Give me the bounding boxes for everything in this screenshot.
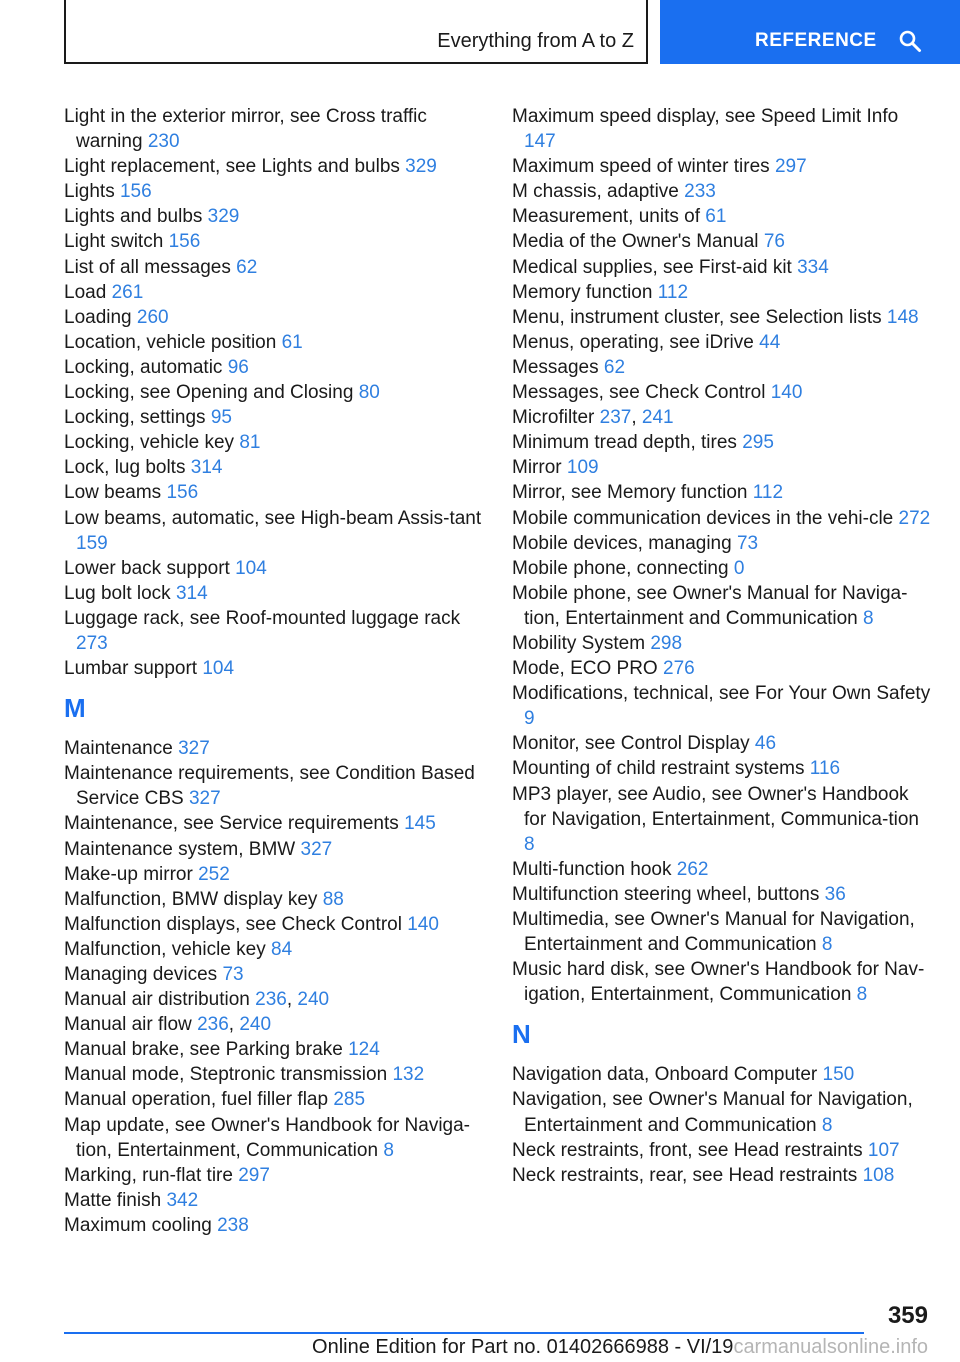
page-link[interactable]: 0 xyxy=(733,557,745,579)
index-entry xyxy=(64,656,488,681)
index-column-left xyxy=(64,104,488,1238)
index-entry-text: Multi-function hook xyxy=(512,858,672,880)
index-entry xyxy=(64,837,488,862)
index-entry-text: Manual brake, see Parking brake xyxy=(64,1039,343,1061)
index-entry xyxy=(64,581,488,606)
index-entry-text: Maintenance system, BMW xyxy=(64,838,296,860)
index-entry-text: Neck restraints, rear, see Head restraints xyxy=(512,1164,858,1186)
index-entry xyxy=(512,882,932,907)
index-entry-text: Locking, settings xyxy=(64,407,206,429)
page-link[interactable]: 276 xyxy=(663,658,695,680)
index-entry-text: Manual mode, Steptronic transmission xyxy=(64,1064,388,1086)
index-entry: Manual air distribution 236, 240 xyxy=(64,989,330,1011)
index-entry-text: Locking, automatic xyxy=(64,356,223,378)
index-letter-heading: N xyxy=(512,1019,531,1050)
index-entry-text: Modifications, technical, see For Your Own Safety xyxy=(512,683,931,705)
index-entry-text: Memory function xyxy=(512,281,653,303)
footer-watermark: carmanualsonline.info xyxy=(733,1336,928,1358)
index-entry xyxy=(512,229,932,254)
index-entry-text: Low beams xyxy=(64,482,162,504)
page-link[interactable]: 44 xyxy=(759,331,781,353)
footer-rule xyxy=(64,1332,864,1334)
index-entry-text: Light replacement, see Lights and bulbs xyxy=(64,156,400,178)
index-entry-text: Lumbar support xyxy=(64,658,198,680)
page-link[interactable]: 273 xyxy=(76,632,108,654)
index-entry: Microfilter 237, 241 xyxy=(512,407,674,429)
index-entry xyxy=(512,1163,932,1188)
index-entry xyxy=(64,1062,488,1087)
index-entry xyxy=(512,455,932,480)
index-entry-text: Maximum speed of winter tires xyxy=(512,156,770,178)
index-entry xyxy=(512,731,932,756)
index-entry-text: Neck restraints, front, see Head restraints xyxy=(512,1139,863,1161)
page-link[interactable]: 342 xyxy=(166,1189,199,1211)
index-entry-text: Messages, see Check Control xyxy=(512,382,766,404)
index-entry-text: Low beams, automatic, see High-beam Assis-tant xyxy=(64,507,482,529)
page-link[interactable]: 8 xyxy=(383,1139,394,1161)
page-number: 359 xyxy=(887,1302,928,1329)
index-entry-text: MP3 player, see Audio, see Owner's Handbook for Navigation, Entertainment, Communica-tion xyxy=(512,783,919,830)
page-link[interactable]: 314 xyxy=(190,457,223,479)
page-link[interactable]: 104 xyxy=(235,557,267,579)
index-entry-text: Make-up mirror xyxy=(64,863,193,885)
index-entry-text: Mode, ECO PRO xyxy=(512,658,658,680)
index-entry-text: Multimedia, see Owner's Manual for Navigation, Entertainment and Communication xyxy=(512,909,915,956)
index-entry xyxy=(64,862,488,887)
index-entry xyxy=(64,280,488,305)
page-link[interactable]: 95 xyxy=(210,407,232,429)
index-entry xyxy=(64,736,488,761)
index-entry xyxy=(64,887,488,912)
index-entry xyxy=(64,1087,488,1112)
index-entry xyxy=(512,380,932,405)
index-entry xyxy=(64,937,488,962)
index-entry-text: Luggage rack, see Roof-mounted luggage rack xyxy=(64,607,461,629)
index-entry-text: Mobile phone, see Owner's Manual for Naviga-tion, Entertainment and Communication xyxy=(512,582,908,629)
page-link[interactable]: 132 xyxy=(392,1064,425,1086)
page-link[interactable]: 80 xyxy=(358,382,380,404)
page-link[interactable]: 76 xyxy=(763,231,785,253)
index-entry-text: Media of the Owner's Manual xyxy=(512,231,759,253)
index-entry-text: Measurement, units of xyxy=(512,206,700,228)
page-link[interactable]: 237 xyxy=(599,407,632,429)
index-entry-text: Minimum tread depth, tires xyxy=(512,432,737,454)
index-entry-text: Microfilter xyxy=(512,407,595,429)
index-entry xyxy=(64,1188,488,1213)
index-entry-text: Mobile communication devices in the vehi-cle xyxy=(512,507,894,529)
index-entry-text: Mobile phone, connecting xyxy=(512,557,734,579)
page-link[interactable]: 261 xyxy=(111,281,144,303)
page-link[interactable]: 298 xyxy=(650,632,683,654)
index-entry xyxy=(64,305,488,330)
index-entry-text: Lower back support xyxy=(64,557,230,579)
index-entry xyxy=(512,255,932,280)
index-entry xyxy=(512,531,932,556)
index-entry xyxy=(64,1037,488,1062)
index-entry xyxy=(512,756,932,781)
index-entry xyxy=(64,405,488,430)
index-entry xyxy=(512,204,932,229)
page-link[interactable]: 88 xyxy=(322,888,344,910)
index-entry xyxy=(64,556,488,581)
page-link[interactable]: 262 xyxy=(676,858,709,880)
index-entry xyxy=(64,179,488,204)
page-link[interactable]: 107 xyxy=(867,1139,900,1161)
page-link[interactable]: 230 xyxy=(147,131,180,153)
index-column-right xyxy=(512,104,932,1188)
index-entry xyxy=(512,907,932,957)
page-link[interactable]: 104 xyxy=(202,658,235,680)
index-entry xyxy=(64,1113,488,1163)
index-entry-text: Malfunction, vehicle key xyxy=(64,938,266,960)
index-entry-text: Marking, run-flat tire xyxy=(64,1164,233,1186)
index-entry xyxy=(512,480,932,505)
index-entry-text: Multifunction steering wheel, buttons xyxy=(512,883,820,905)
index-entry xyxy=(64,229,488,254)
index-entry-text: Messages xyxy=(512,356,599,378)
index-entry-text: Malfunction, BMW display key xyxy=(64,888,318,910)
page-link[interactable]: 145 xyxy=(404,813,436,835)
header-section-box xyxy=(64,0,648,64)
index-entry xyxy=(512,1138,932,1163)
index-entry-text: Medical supplies, see First-aid kit xyxy=(512,256,792,278)
index-entry xyxy=(512,305,932,330)
index-entry xyxy=(512,681,932,731)
index-entry xyxy=(512,179,932,204)
index-entry xyxy=(512,581,932,631)
index-entry xyxy=(64,455,488,480)
page-link[interactable]: 240 xyxy=(297,989,330,1011)
page-link[interactable]: 8 xyxy=(821,934,833,956)
page-link[interactable]: 109 xyxy=(566,457,599,479)
index-entry-text: Mounting of child restraint systems xyxy=(512,758,805,780)
index-entry-text: Navigation data, Onboard Computer xyxy=(512,1064,818,1086)
index-entry-text: Navigation, see Owner's Manual for Navigation, Entertainment and Communication xyxy=(512,1089,913,1136)
index-entry xyxy=(512,154,932,179)
index-entry-text: Maintenance requirements, see Condition Based Service CBS xyxy=(64,763,475,810)
page-link[interactable]: 96 xyxy=(227,356,249,378)
page-link[interactable]: 241 xyxy=(641,407,674,429)
index-entry xyxy=(512,857,932,882)
index-entry-text: Maintenance xyxy=(64,738,173,760)
page-link[interactable]: 327 xyxy=(300,838,333,860)
page-link[interactable]: 240 xyxy=(239,1014,272,1036)
page-link[interactable]: 73 xyxy=(222,964,244,985)
page-link[interactable]: 116 xyxy=(809,758,841,780)
index-entry-text: Maximum speed display, see Speed Limit Info xyxy=(512,106,899,127)
index-entry xyxy=(64,1213,488,1238)
page-link[interactable]: 150 xyxy=(822,1064,855,1086)
index-entry xyxy=(512,506,932,531)
index-entry xyxy=(64,380,488,405)
page-link[interactable]: 156 xyxy=(168,231,201,253)
search-icon[interactable] xyxy=(898,29,922,53)
page-link[interactable]: 81 xyxy=(239,432,261,454)
page-link[interactable]: 297 xyxy=(774,156,807,178)
index-entry-text: Lights and bulbs xyxy=(64,206,203,228)
page-link[interactable]: 252 xyxy=(198,863,230,885)
page-link[interactable]: 8 xyxy=(863,607,874,629)
page-link[interactable]: 329 xyxy=(207,206,240,228)
index-entry xyxy=(512,104,932,154)
page-link[interactable]: 8 xyxy=(524,833,535,855)
index-entry-text: Monitor, see Control Display xyxy=(512,733,750,755)
page-link[interactable]: 62 xyxy=(236,256,258,278)
page-link[interactable]: 327 xyxy=(188,788,221,810)
index-entry xyxy=(512,556,932,581)
page-link[interactable]: 73 xyxy=(736,532,759,554)
index-entry xyxy=(512,656,932,681)
page-link[interactable]: 159 xyxy=(76,532,108,554)
index-entry xyxy=(64,811,488,836)
index-entry xyxy=(64,761,488,811)
page-link[interactable]: 112 xyxy=(657,281,689,303)
index-entry xyxy=(512,631,932,656)
index-entry xyxy=(64,104,488,154)
page-link[interactable]: 8 xyxy=(821,1114,833,1136)
index-entry-text: Managing devices xyxy=(64,964,218,985)
page-link[interactable]: 84 xyxy=(271,938,293,960)
index-entry xyxy=(512,1062,932,1087)
index-entry-text: Maximum cooling xyxy=(64,1214,212,1236)
page-link[interactable]: 61 xyxy=(705,206,727,228)
page-link[interactable]: 8 xyxy=(856,984,868,1006)
footer-edition-text: Online Edition for Part no. 01402666988 - VI/19 xyxy=(312,1336,734,1358)
index-entry-text: Lock, lug bolts xyxy=(64,457,186,479)
index-letter-heading: M xyxy=(64,693,86,724)
index-entry xyxy=(64,204,488,229)
index-entry xyxy=(64,255,488,280)
page-link[interactable]: 112 xyxy=(752,482,784,504)
index-entry-text: Manual air flow xyxy=(64,1014,192,1036)
page-link[interactable]: 329 xyxy=(405,156,437,178)
index-entry-text: Map update, see Owner's Handbook for Naviga-tion, Entertainment, Communication xyxy=(64,1114,471,1161)
page-link[interactable]: 156 xyxy=(166,482,199,504)
index-entry-text: Lug bolt lock xyxy=(64,582,171,604)
page-link[interactable]: 260 xyxy=(136,306,169,328)
page-link[interactable]: 236 xyxy=(197,1014,229,1036)
page-link[interactable]: 140 xyxy=(770,382,803,404)
reference-tab[interactable] xyxy=(660,0,960,64)
reference-tab-label: REFERENCE xyxy=(755,30,877,51)
page-link[interactable]: 236 xyxy=(255,989,287,1011)
page-link[interactable]: 327 xyxy=(178,738,210,760)
index-entry xyxy=(64,480,488,505)
index-entry: Manual air flow 236, 240 xyxy=(64,1014,272,1036)
index-entry-text: Music hard disk, see Owner's Handbook for Nav-igation, Entertainment, Communication xyxy=(512,959,925,1006)
index-entry xyxy=(64,606,488,656)
page-link[interactable]: 272 xyxy=(898,507,931,529)
page-link[interactable]: 295 xyxy=(742,432,774,454)
index-entry-text: Light in the exterior mirror, see Cross traffic warning xyxy=(64,106,427,153)
page-link[interactable]: 61 xyxy=(281,331,303,353)
index-entry-text: Manual operation, fuel filler flap xyxy=(64,1089,329,1111)
index-entry-text: Mirror xyxy=(512,457,562,479)
index-entry xyxy=(512,430,932,455)
page-link[interactable]: 156 xyxy=(119,181,152,203)
page-link[interactable]: 108 xyxy=(862,1164,895,1186)
index-entry xyxy=(64,506,488,556)
page-link[interactable]: 285 xyxy=(333,1089,366,1111)
page-link[interactable]: 297 xyxy=(238,1164,270,1186)
page-link[interactable]: 9 xyxy=(524,708,535,730)
section-title: Everything from A to Z xyxy=(437,30,634,52)
page-link[interactable]: 148 xyxy=(886,306,919,328)
index-entry xyxy=(64,962,488,987)
page-link[interactable]: 147 xyxy=(524,131,556,153)
page-link[interactable]: 334 xyxy=(797,256,829,278)
index-entry-text: Maintenance, see Service requirements xyxy=(64,813,399,835)
page-link[interactable]: 314 xyxy=(175,582,208,604)
index-entry-text: Location, vehicle position xyxy=(64,331,277,353)
index-entry-text: Light switch xyxy=(64,231,164,253)
index-entry xyxy=(64,355,488,380)
index-entry-text: Locking, vehicle key xyxy=(64,432,235,454)
index-entry xyxy=(512,330,932,355)
page-link[interactable]: 46 xyxy=(754,733,777,755)
index-entry-text: Load xyxy=(64,281,107,303)
index-entry-text: Mobility System xyxy=(512,632,646,654)
index-entry xyxy=(512,355,932,380)
index-entry-text: Lights xyxy=(64,181,115,203)
page-link[interactable]: 124 xyxy=(348,1039,380,1061)
index-entry-text: Locking, see Opening and Closing xyxy=(64,382,354,404)
index-entry xyxy=(64,430,488,455)
index-entry-text: Menus, operating, see iDrive xyxy=(512,331,754,353)
index-entry xyxy=(64,154,488,179)
index-entry xyxy=(512,280,932,305)
page-link[interactable]: 140 xyxy=(407,913,439,935)
page-link[interactable]: 62 xyxy=(603,356,626,378)
index-entry-text: M chassis, adaptive xyxy=(512,181,679,203)
index-entry-text: Matte finish xyxy=(64,1189,162,1211)
index-entry-text: Mobile devices, managing xyxy=(512,532,732,554)
page-link[interactable]: 238 xyxy=(217,1214,249,1236)
index-entry xyxy=(512,1087,932,1137)
index-entry xyxy=(512,957,932,1007)
index-entry xyxy=(64,912,488,937)
index-entry-text: Menu, instrument cluster, see Selection lists xyxy=(512,306,882,328)
page-link[interactable]: 233 xyxy=(684,181,716,203)
index-entry-text: List of all messages xyxy=(64,256,231,278)
index-entry xyxy=(64,330,488,355)
index-entry-text: Loading xyxy=(64,306,132,328)
index-entry-text: Mirror, see Memory function xyxy=(512,482,748,504)
index-entry xyxy=(512,782,932,857)
page-link[interactable]: 36 xyxy=(824,883,846,905)
index-entry-text: Malfunction displays, see Check Control xyxy=(64,913,402,935)
index-entry-text: Manual air distribution xyxy=(64,989,250,1011)
footer-edition xyxy=(64,1336,928,1359)
index-entry xyxy=(64,1163,488,1188)
